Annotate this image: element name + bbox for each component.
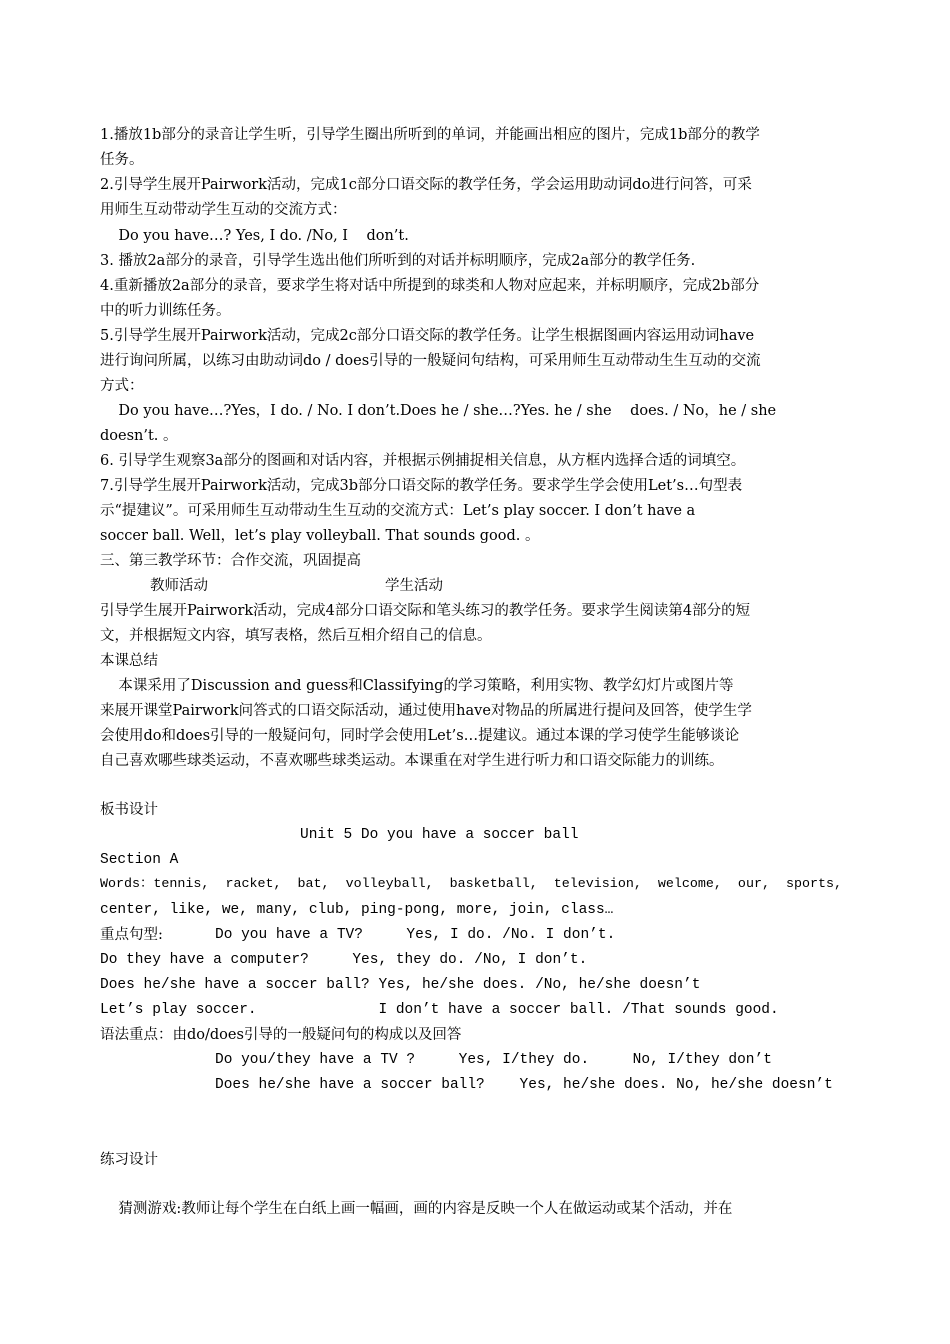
step-line: 任务。 [100,152,144,168]
key-sentences-label: 重点句型: [100,927,163,943]
step-line: 6. 引导学生观察3a部分的图画和对话内容，并根据示例捕捉相关信息，从方框内选择合适的词填空。 [100,453,746,469]
step-line: 进行询问所属，以练习由助动词do / does引导的一般疑问句结构，可采用师生互动带动生生互动的交流 [100,353,761,369]
board-section: Section A [100,852,179,868]
section3-line: 引导学生展开Pairwork活动，完成4部分口语交际和笔头练习的教学任务。要求学生阅读第4部分的短 [100,603,751,619]
key-sentence: Do they have a computer? Yes, they do. /No, I don’t. [100,952,588,968]
section3-heading: 三、第三教学环节：合作交流，巩固提高 [100,553,361,569]
summary-line: 本课采用了Discussion and guess和Classifying的学习策略，利用实物、教学幻灯片或图片等 [100,678,734,694]
step-line: 2.引导学生展开Pairwork活动，完成1c部分口语交际的教学任务，学会运用助动词do进行问答，可采 [100,177,752,193]
step-line: Do you have…? Yes, I do. /No, I don’t. [100,228,409,244]
board-title: Unit 5 Do you have a soccer ball [300,827,579,843]
board-heading: 板书设计 [100,802,158,818]
grammar-label: 语法重点：由do/does引导的一般疑问句的构成以及回答 [100,1027,462,1043]
step-line: 示“提建议”。可采用师生互动带动生生互动的交流方式：Let’s play soccer. I don’t have a [100,503,696,519]
student-activity-label: 学生活动 [385,578,443,594]
step-line: 5.引导学生展开Pairwork活动，完成2c部分口语交际的教学任务。让学生根据图画内容运用动词have [100,328,755,344]
step-line: Do you have…?Yes，I do. / No. I don’t.Does he / she…?Yes. he / she does. / No，he / she [100,403,777,419]
teacher-activity-label: 教师活动 [150,578,208,594]
board-words-line: center, like, we, many, club, ping-pong, more, join, class… [100,902,614,918]
practice-line: 猜测游戏:教师让每个学生在白纸上画一幅画，画的内容是反映一个人在做运动或某个活动，并在 [100,1201,733,1217]
summary-line: 来展开课堂Pairwork问答式的口语交际活动，通过使用have对物品的所属进行提问及回答，使学生学 [100,703,752,719]
step-line: doesn’t. 。 [100,428,178,444]
step-line: 1.播放1b部分的录音让学生听，引导学生圈出所听到的单词，并能画出相应的图片，完成1b部分的教学 [100,127,760,143]
summary-line: 自己喜欢哪些球类运动，不喜欢哪些球类运动。本课重在对学生进行听力和口语交际能力的训练。 [100,753,724,769]
summary-heading: 本课总结 [100,653,158,669]
board-words-line: Words：tennis, racket, bat, volleyball, basketball, television, welcome, our, sports, [100,877,843,892]
key-sentence: Let’s play soccer. I don’t have a soccer ball. /That sounds good. [100,1002,779,1018]
step-line: 4.重新播放2a部分的录音，要求学生将对话中所提到的球类和人物对应起来，并标明顺序，完成2b部分 [100,278,760,294]
step-line: 7.引导学生展开Pairwork活动，完成3b部分口语交际的教学任务。要求学生学会使用Let’s…句型表 [100,478,743,494]
summary-line: 会使用do和does引导的一般疑问句，同时学会使用Let’s…提建议。通过本课的学习使学生能够谈论 [100,728,740,744]
key-sentence: Do you have a TV? Yes, I do. /No. I don’t. [215,927,616,943]
grammar-example: Do you/they have a TV ? Yes, I/they do. No, I/they don’t [215,1052,772,1068]
section3-line: 文，并根据短文内容，填写表格，然后互相介绍自己的信息。 [100,628,492,644]
practice-heading: 练习设计 [100,1152,158,1168]
step-line: 3. 播放2a部分的录音，引导学生选出他们所听到的对话并标明顺序，完成2a部分的教学任务. [100,253,696,269]
step-line: 中的听力训练任务。 [100,303,231,319]
key-sentence: Does he/she have a soccer ball? Yes, he/she does. /No, he/she doesn’t [100,977,701,993]
step-line: 用师生互动带动学生互动的交流方式： [100,202,347,218]
grammar-example: Does he/she have a soccer ball? Yes, he/she does. No, he/she doesn’t [215,1077,833,1093]
step-line: soccer ball. Well，let’s play volleyball. That sounds good. 。 [100,528,540,544]
step-line: 方式： [100,378,144,394]
